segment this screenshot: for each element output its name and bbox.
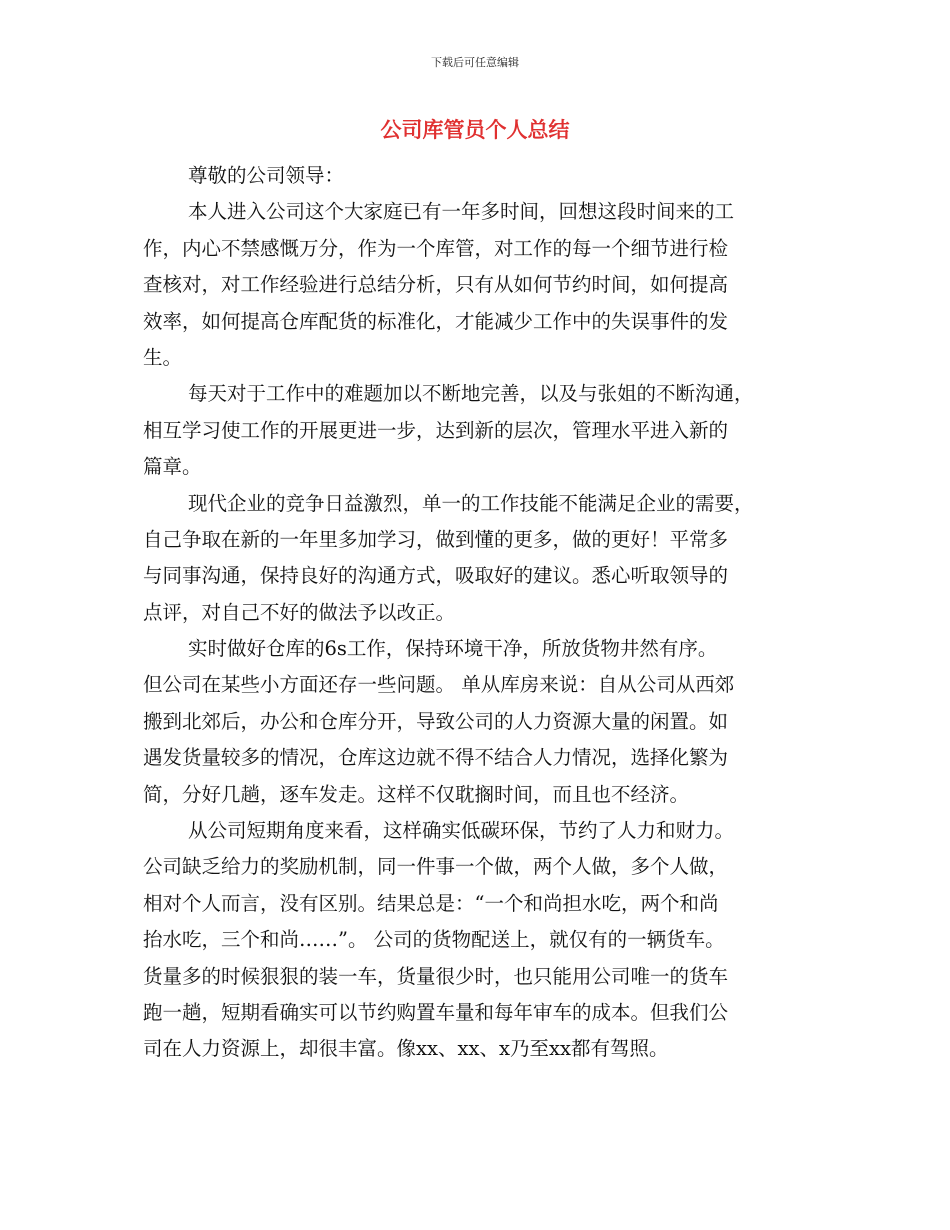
body-line: 每天对于工作中的难题加以不断地完善，以及与张姐的不断沟通， xyxy=(188,382,754,406)
body-line: 现代企业的竞争日益激烈，单一的工作技能不能满足企业的需要， xyxy=(188,491,754,515)
body-line: 点评，对自己不好的做法予以改正。 xyxy=(143,600,456,624)
body-line: 尊敬的公司领导： xyxy=(188,164,345,187)
body-line: 效率，如何提高仓库配货的标准化，才能减少工作中的失误事件的发 xyxy=(143,309,729,333)
body-line: 作，内心不禁感慨万分，作为一个库管，对工作的每一个细节进行检 xyxy=(143,236,729,260)
body-line: 遇发货量较多的情况，仓库这边就不得不结合人力情况，选择化繁为 xyxy=(143,746,729,770)
body-line: 本人进入公司这个大家庭已有一年多时间，回想这段时间来的工 xyxy=(188,200,735,224)
body-line: 与同事沟通，保持良好的沟通方式，吸取好的建议。悉心听取领导的 xyxy=(143,564,729,588)
body-line: 搬到北郊后，办公和仓库分开，导致公司的人力资源大量的闲置。如 xyxy=(143,709,729,733)
header-note: 下载后可任意编辑 xyxy=(431,56,519,69)
body-line: 自己争取在新的一年里多加学习，做到懂的更多，做的更好！平常多 xyxy=(143,527,729,551)
body-line: 司在人力资源上，却很丰富。像xx、xx、x乃至xx都有驾照。 xyxy=(143,1037,669,1061)
body-line: 抬水吃，三个和尚……”。 公司的货物配送上，就仅有的一辆货车。 xyxy=(143,928,725,952)
body-line: 相互学习使工作的开展更进一步，达到新的层次，管理水平进入新的 xyxy=(143,418,729,442)
document-title: 公司库管员个人总结 xyxy=(380,118,570,142)
body-line: 查核对，对工作经验进行总结分析，只有从如何节约时间，如何提高 xyxy=(143,273,729,297)
body-line: 相对个人而言，没有区别。结果总是：“一个和尚担水吃，两个和尚 xyxy=(143,891,719,915)
body-line: 生。 xyxy=(143,345,183,369)
body-line: 简，分好几趟，逐车发走。这样不仅耽搁时间，而且也不经济。 xyxy=(143,782,690,806)
body-line: 货量多的时候狠狠的装一车，货量很少时，也只能用公司唯一的货车 xyxy=(143,964,729,988)
body-line: 但公司在某些小方面还存一些问题。 单从库房来说：自从公司从西郊 xyxy=(143,673,735,697)
body-line: 实时做好仓库的6s工作，保持环境干净，所放货物井然有序。 xyxy=(188,637,718,661)
body-line: 跑一趟，短期看确实可以节约购置车量和每年审车的成本。但我们公 xyxy=(143,1000,729,1024)
body-line: 公司缺乏给力的奖励机制，同一件事一个做，两个人做，多个人做， xyxy=(143,855,729,879)
body-line: 篇章。 xyxy=(143,455,202,479)
document-body xyxy=(143,158,813,1068)
body-line: 从公司短期角度来看，这样确实低碳环保，节约了人力和财力。 xyxy=(188,819,735,843)
